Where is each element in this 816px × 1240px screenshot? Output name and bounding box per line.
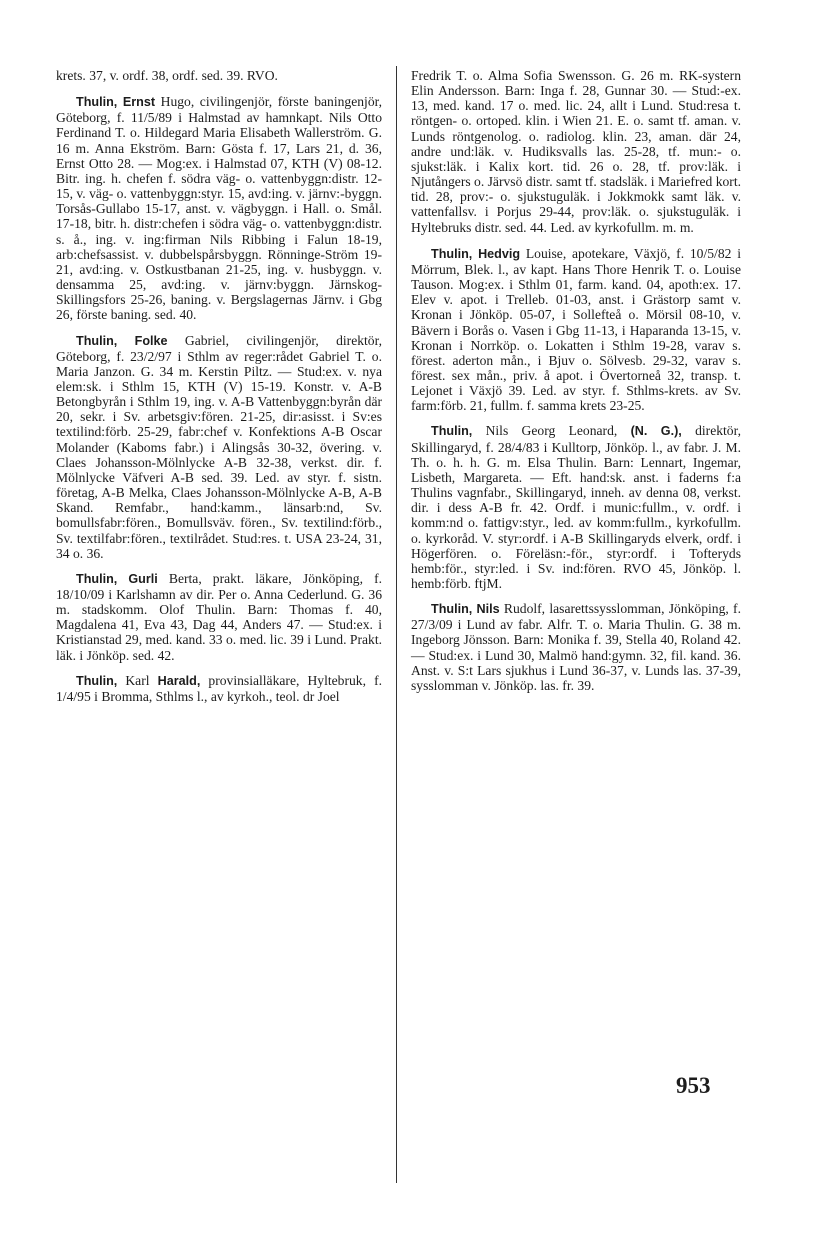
entry-given-prefix: Karl — [117, 672, 158, 688]
biography-entry — [56, 673, 382, 704]
entry-text: Berta, prakt. läkare, Jönköping, f. 18/10/09 i Karlshamn av dir. Per o. Anna Cederlund. G. 36 m. stadskomm. Olof Thulin. Barn: Thomas f. 40, Magdalena 41, Eva 43, Dag 44, Anders 47. — Stud:ex. i Kristianstad 29, med. kand. 33 o. med. lic. 39 i Lund. Prakt. läk. i Jönköp. sed. 42. — [56, 570, 382, 663]
right-column — [411, 68, 741, 703]
continuation-text: krets. 37, v. ordf. 38, ordf. sed. 39. RVO. — [56, 68, 278, 83]
entry-given-name: Harald, — [157, 673, 201, 688]
entry-text: Louise, apotekare, Växjö, f. 10/5/82 i Mörrum, Blek. l., av kapt. Hans Thore Henrik T. o. Louise Tauson. Mog:ex. i Sthlm 01, farm. kand. 04, apoth:ex. 17. Elev v. apot. i Trelleb. 01-03, anst. i Grästorp samt v. Kronan i Jönköp. 05-07, i Sollefteå o. Mörsil 08-10, v. Bävern i Borås o. Vasen i Gbg 11-13, i Haparanda 13-15, v. Kronan i Norrköp. o. Lokatten i Sthlm 19-28, varav s. förest. aderton mån., i Bjuv o. Sölvesb. 29-32, varav s. förest. sex mån., priv. å apot. i Övertorneå 32, transp. t. Lejonet i Växjö 39. Led. av styr. f. Sthlms-krets. av Sv. farm:förb. 21, fullm. f. samma krets 23-25. — [411, 245, 741, 414]
column-divider — [396, 66, 397, 1183]
biography-entry — [411, 601, 741, 693]
biography-entry — [411, 246, 741, 414]
entry-surname: Thulin, — [431, 602, 473, 617]
entry-text: Gabriel, civilingenjör, direktör, Göteborg, f. 23/2/97 i Sthlm av reger:rådet Gabriel T. o. Maria Janzon. G. 34 m. Kerstin Piltz. — Stud:ex. v. nya elem:sk. i Sthlm 15, KTH (V) 15-19. Konstr. v. A-B Betongbyrån i Sthlm 19, ing. v. A-B Vattenbyggn:byrån där 20, sekr. i Sv. arbetsgiv:fören. 21-25, dir:asisst. i Sv:es textilind:förb. 25-29, fabr:chef v. Konfektions A-B Oscar Molander (Kaboms fabr.) i Alingsås 30-32, övering. v. Claes Johansson-Mölnlycke A-B 32-38, verkst. dir. f. Mölnlycke Väfveri A-B sed. 39. Led. av styr. f. sistn. företag, A-B Melka, Claes Johansson-Mölnlycke A-B, A-B Skand. Remfabr., hand:kamm., länsarb:nd, Sv. bomullsfabr:fören., Bomullsväv. fören., Sv. textilind:förb., Sv. textilfabr:fören., textilrådet. Stud:res. t. USA 23-24, 31, 34 o. 36. — [56, 332, 382, 561]
entry-text: provinsialläkare, Hyltebruk, f. 1/4/95 i Bromma, Sthlms l., av kyrkoh., teol. dr Joel — [56, 672, 383, 704]
entry-given-name: Gurli — [128, 571, 158, 586]
entry-surname: Thulin, — [76, 571, 118, 586]
entry-surname: Thulin, — [431, 424, 473, 439]
entry-given-name: Folke — [134, 333, 168, 348]
entry-surname: Thulin, — [431, 246, 473, 261]
entry-given-name: Hedvig — [478, 246, 521, 261]
entry-given-name: Nils — [476, 602, 500, 617]
continuation-text: Fredrik T. o. Alma Sofia Swensson. G. 26 m. RK-systern Elin Andersson. Barn: Inga f. 28, Gunnar 30. — Stud:-ex. 13, med. kand. 17 o. med. lic. 24, allt i Lund. Stud:resa t. röntgen- o. ortoped. klin. i Wien 21. E. o. samt tf. aman. v. Lunds röntgenolog. o. radiolog. klin. 23, aman. där 24, andre und:läk. v. Hudiksvalls las. 25-28, tf. mun:- o. sjukst:läk. i Kalix kort. tid. 26 o. 28, tf. prov:läk. i Njutångers o. Järvsö distr. samt tf. stadsläk. i Mariefred kort. tid. 28, prov:- o. sjukstuguläk. i Jokkmokk samt läk. v. vattenfallsv. i Porjus 29-44, prov:läk. o. sjukstuguläk. i Hyltebruks distr. sed. 44. Led. av kyrkofullm. m. m. — [411, 68, 741, 235]
entry-given-name: Ernst — [122, 95, 156, 110]
entry-given-name: (N. G.), — [630, 424, 682, 439]
biography-entry — [56, 333, 382, 561]
biography-entry — [56, 94, 382, 322]
entry-text: direktör, Skillingaryd, f. 28/4/83 i Kulltorp, Jönköp. l., av fabr. J. M. Th. o. h. h. G. m. Elsa Thulin. Barn: Lennart, Ingemar, Lisbeth, Margareta. — Eft. hand:sk. anst. i faderns f:a Thulins vagnfabr., Skillingaryd, inneh. av denna 08, verkst. dir. i dess A-B fr. 42. Ordf. i munic:fullm., v. ordf. i komm:nd o. fattigv:styr., led. av komm:fullm., kyrkofullm. o. kyrkoråd. V. styr:ordf. i A-B Skillingaryds elverk, ordf. i Högerfören. o. Föreläsn:-för., styr:ordf. i Tofteryds hemb:för., styr:led. i Sv. ind:fören. RVO 45, Jönköp. l. hemb:förb. ftjM. — [411, 423, 741, 591]
entry-text: Hugo, civilingenjör, förste baningenjör, Göteborg, f. 11/5/89 i Halmstad av hamnkapt. Nils Otto Ferdinand T. o. Hildegard Maria Elisabeth Wallerström. G. 16 m. Anna Ekström. Barn: Gösta f. 17, Lars 21, d. 36, Ernst Otto 28. — Mog:ex. i Halmstad 07, KTH (V) 08-12. Bitr. ing. h. chefen f. södra väg- o. vattenbyggn:distr. 12-15, v. väg- o. vattenbyggn:styr. 15, avd:ing. v. järnv:-byggn. Torsås-Gullabo 15-17, anst. v. vägbyggn. i Hall. o. Smål. 17-18, bitr. h. distr:chefen i södra väg- o. vattenbyggn:distr. s. å., ing. v. ing:firman Nils Ribbing i Falun 18-19, arb:chefsassist. v. dubbelspårsbyggn. Rönninge-Ström 19-21, avd:ing. v. Ostkustbanan 21-25, ing. v. husbyggn. v. densamma 25, avd:ing. v. järnv:byggn. Järnskog-Skillingsfors 25-26, baning. v. Bergslagernas Järnv. i Gbg 26, förste baning. sed. 40. — [56, 94, 382, 323]
left-column — [56, 68, 382, 714]
entry-text: Rudolf, lasarettssysslomman, Jönköping, f. 27/3/09 i Lund av fabr. Alfr. T. o. Maria Thulin. G. 38 m. Ingeborg Jönsson. Barn: Monika f. 39, Stella 40, Roland 42. — Stud:ex. i Lund 30, Malmö hand:gymn. 32, fil. kand. 36. Anst. v. S:t Lars sjukhus i Lund 36-37, v. Lunds las. 37-39, sysslomman v. Jönköp. las. fr. 39. — [411, 601, 741, 693]
biography-entry — [411, 423, 741, 591]
entry-surname: Thulin, — [76, 333, 118, 348]
entry-surname: Thulin, — [76, 95, 118, 110]
page-number: 953 — [676, 1073, 711, 1098]
entry-surname: Thulin, — [76, 673, 118, 688]
entry-given-prefix: Nils Georg Leonard, — [472, 423, 631, 439]
biography-entry — [56, 571, 382, 663]
